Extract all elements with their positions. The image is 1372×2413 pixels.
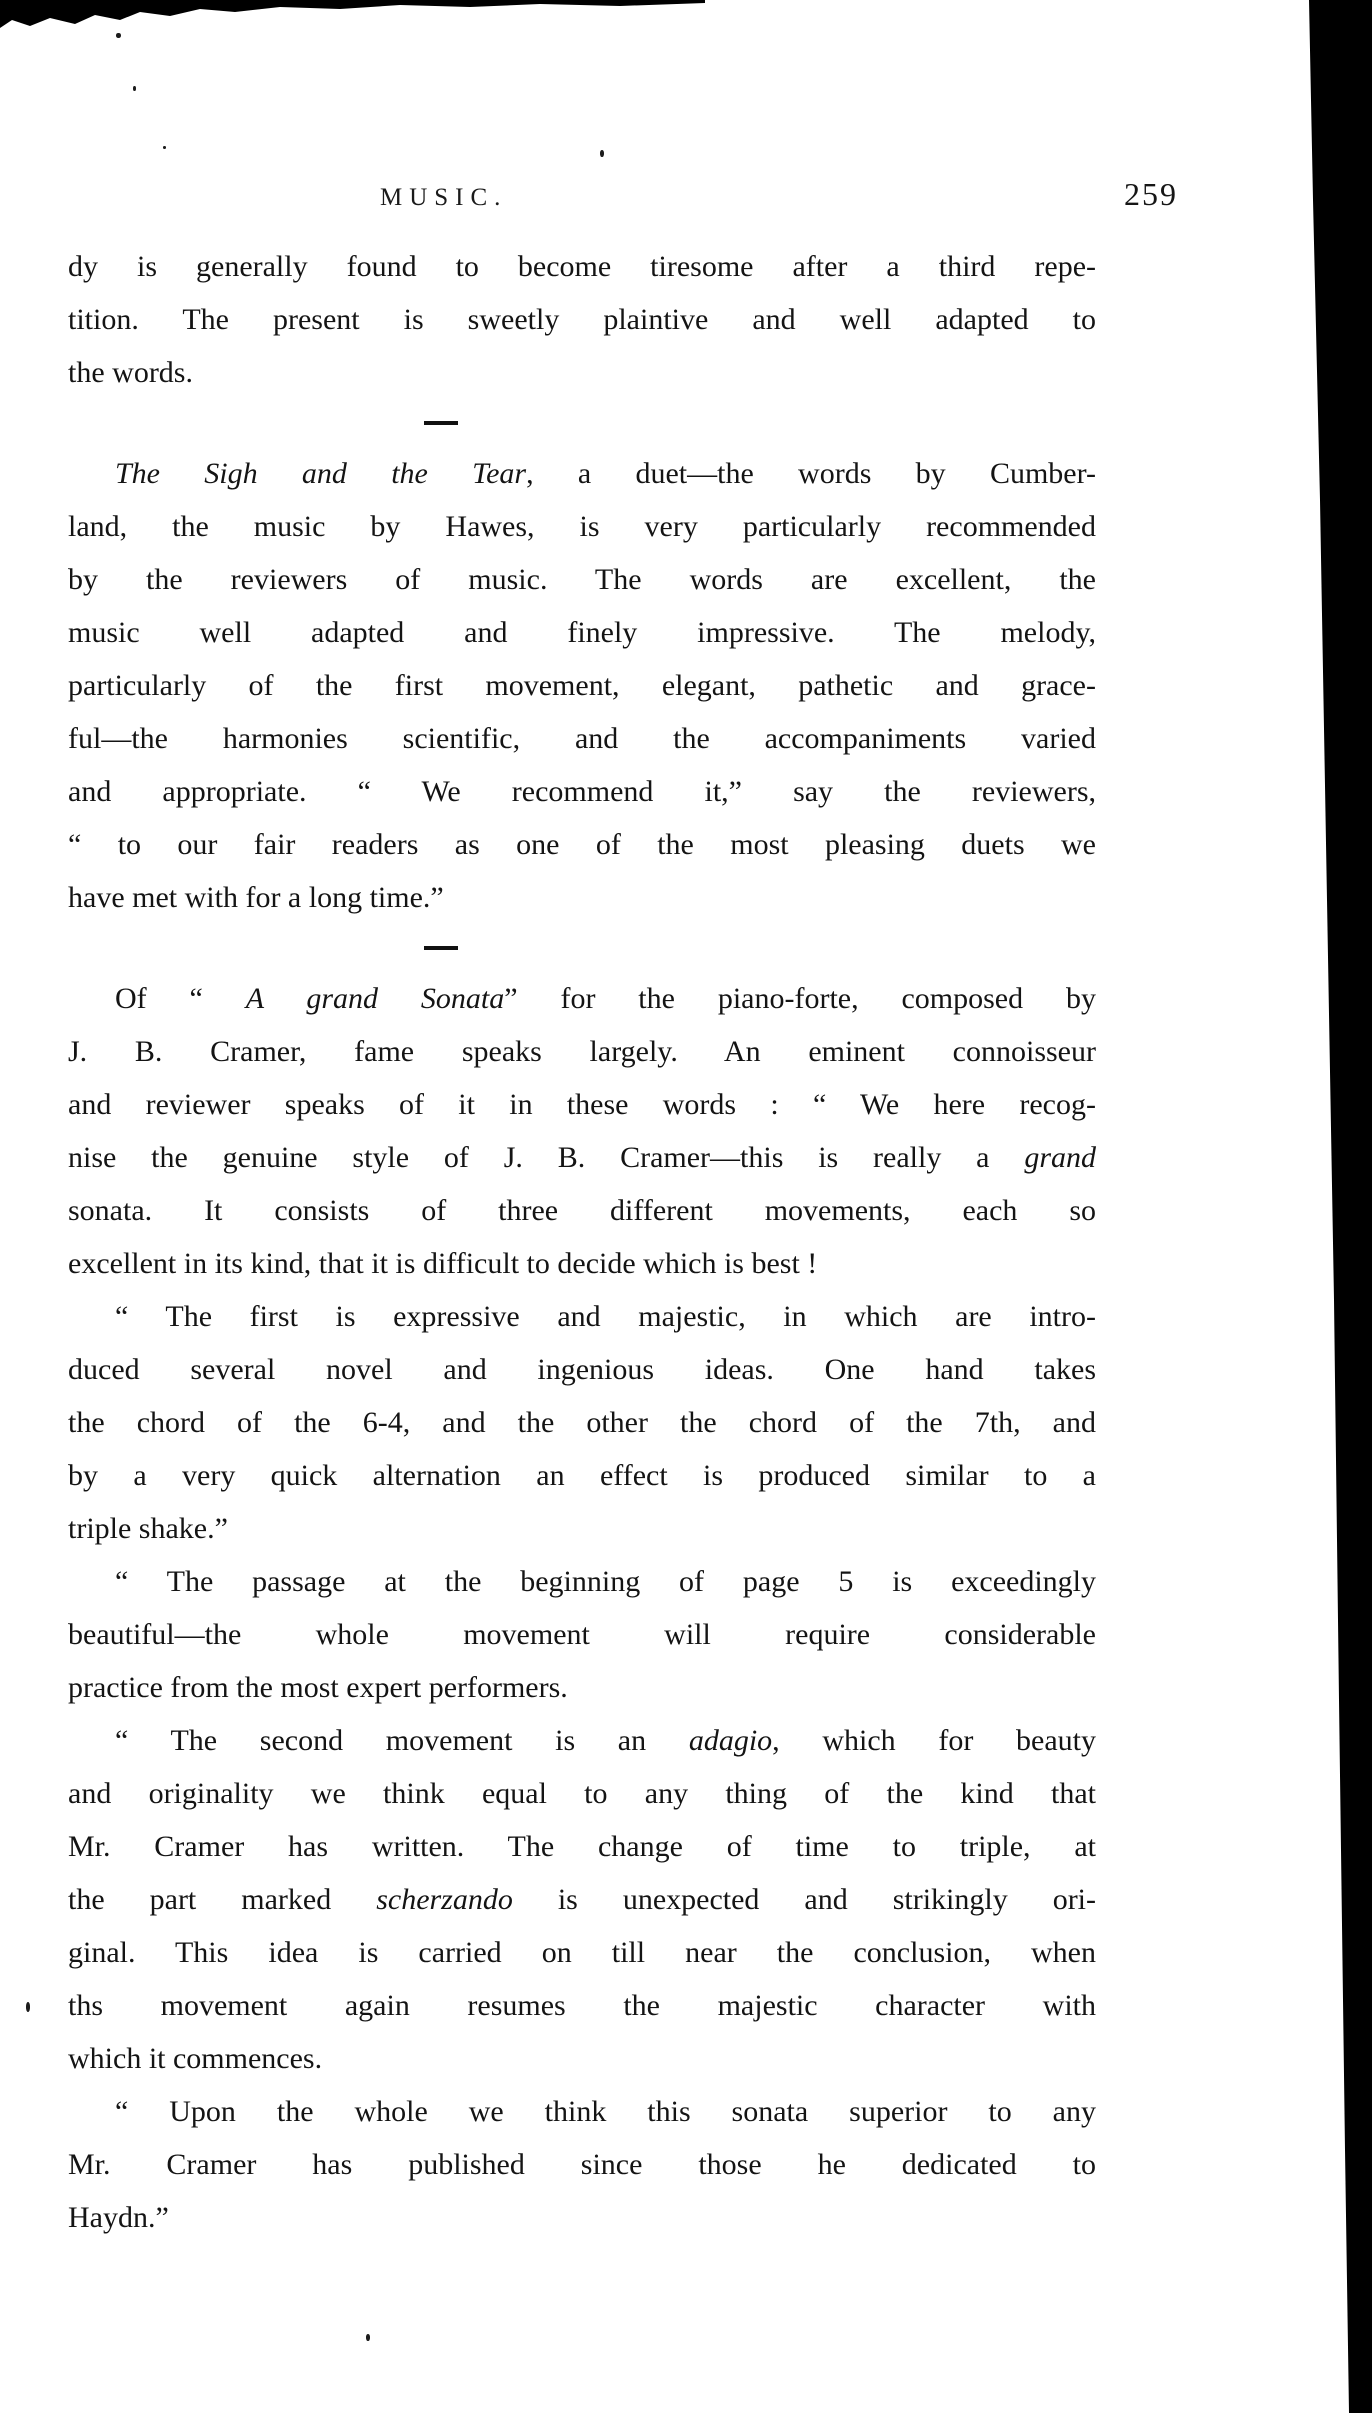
text-segment: music well adapted and finely impressive. The melody,	[68, 616, 1096, 649]
text-segment: , a duet—the words by Cumber-	[526, 457, 1096, 490]
text-line	[68, 293, 1096, 346]
text-segment: nise the genuine style of J. B. Cramer—this is really a	[68, 1141, 1025, 1174]
text-segment: J. B. Cramer, fame speaks largely. An eminent connoisseur	[68, 1035, 1096, 1068]
page-body	[68, 240, 1096, 2244]
text-line	[68, 1078, 1096, 1131]
paragraph	[68, 2085, 1096, 2244]
paragraph	[68, 1714, 1096, 2085]
text-segment: dy is generally found to become tiresome after a third repe-	[68, 250, 1096, 283]
text-segment: Mr. Cramer has written. The change of time to triple, at	[68, 1830, 1096, 1863]
text-segment: land, the music by Hawes, is very particularly recommended	[68, 510, 1096, 543]
text-line	[68, 2085, 1096, 2138]
ink-speck	[366, 2334, 370, 2341]
text-segment: have met with for a long time.”	[68, 881, 444, 914]
text-line	[68, 1449, 1096, 1502]
text-line	[68, 1767, 1096, 1820]
text-segment: practice from the most expert performers.	[68, 1671, 568, 1704]
text-segment: sonata. It consists of three different movements, each so	[68, 1194, 1096, 1227]
text-line	[68, 1396, 1096, 1449]
italic-text-segment: adagio	[688, 1724, 773, 1757]
text-line	[68, 712, 1096, 765]
text-line	[68, 765, 1096, 818]
text-segment: by a very quick alternation an effect is produced similar to a	[68, 1459, 1096, 1492]
scan-ink-smudge-top	[0, 0, 705, 28]
text-line	[68, 1237, 1096, 1290]
text-line	[68, 606, 1096, 659]
text-line	[68, 240, 1096, 293]
section-divider	[68, 399, 1096, 447]
text-segment: duced several novel and ingenious ideas. One hand takes	[68, 1353, 1096, 1386]
text-line	[68, 818, 1096, 871]
text-line	[68, 1290, 1096, 1343]
text-line	[68, 2138, 1096, 2191]
text-segment: ginal. This idea is carried on till near the conclusion, when	[68, 1936, 1096, 1969]
divider-dash	[424, 421, 458, 425]
text-segment: excellent in its kind, that it is difficult to decide which is best !	[68, 1247, 818, 1280]
text-segment: “ The second movement is an	[115, 1724, 689, 1757]
text-segment: and reviewer speaks of it in these words : “ We here recog-	[68, 1088, 1096, 1121]
text-line	[68, 1661, 1096, 1714]
text-segment: ” for the piano-forte, composed by	[504, 982, 1096, 1015]
text-line	[68, 659, 1096, 712]
text-segment: beautiful—the whole movement will require considerable	[68, 1618, 1096, 1651]
text-line	[68, 1873, 1096, 1926]
text-segment: “ The passage at the beginning of page 5 is exceedingly	[115, 1565, 1096, 1598]
text-segment: the words.	[68, 356, 193, 389]
text-line	[68, 1025, 1096, 1078]
text-segment: “ Upon the whole we think this sonata superior to any	[115, 2095, 1096, 2128]
text-segment: and appropriate. “ We recommend it,” say the reviewers,	[68, 775, 1096, 808]
text-line	[68, 2032, 1096, 2085]
text-line	[68, 1555, 1096, 1608]
text-line	[68, 1131, 1096, 1184]
italic-text-segment: A grand Sonata	[245, 982, 505, 1015]
text-line	[68, 1502, 1096, 1555]
text-segment: tition. The present is sweetly plaintive and well adapted to	[68, 303, 1096, 336]
text-line	[68, 2191, 1096, 2244]
text-line	[68, 1184, 1096, 1237]
text-segment: “ to our fair readers as one of the most pleasing duets we	[68, 828, 1096, 861]
text-segment: Of “	[115, 982, 246, 1015]
text-segment: by the reviewers of music. The words are excellent, the	[68, 563, 1096, 596]
text-segment: particularly of the first movement, elegant, pathetic and grace-	[68, 669, 1096, 702]
paragraph	[68, 1290, 1096, 1555]
text-line	[68, 1343, 1096, 1396]
text-line	[68, 871, 1096, 924]
text-segment: , which for beauty	[772, 1724, 1097, 1757]
paragraph	[68, 240, 1096, 399]
text-segment: which it commences.	[68, 2042, 323, 2075]
text-line	[68, 1926, 1096, 1979]
text-segment: ths movement again resumes the majestic character with	[68, 1989, 1096, 2022]
section-divider	[68, 924, 1096, 972]
divider-dash	[424, 946, 458, 950]
italic-text-segment: The Sigh and the Tear	[115, 457, 527, 490]
text-segment: triple shake.”	[68, 1512, 228, 1545]
text-segment: the chord of the 6-4, and the other the chord of the 7th, and	[68, 1406, 1096, 1439]
text-segment: the part marked	[68, 1883, 377, 1916]
ink-speck	[26, 2002, 30, 2012]
running-head: MUSIC.	[380, 184, 508, 211]
paragraph	[68, 972, 1096, 1290]
text-segment: is unexpected and strikingly ori-	[512, 1883, 1097, 1916]
text-line	[68, 447, 1096, 500]
text-line	[68, 1820, 1096, 1873]
page-number: 259	[1124, 176, 1178, 212]
scan-black-band-right	[1303, 0, 1372, 2413]
text-line	[68, 1979, 1096, 2032]
ink-speck	[116, 33, 121, 38]
italic-text-segment: grand	[1024, 1141, 1096, 1174]
paragraph	[68, 447, 1096, 924]
text-segment: ful—the harmonies scientific, and the accompaniments varied	[68, 722, 1096, 755]
text-line	[68, 500, 1096, 553]
paragraph	[68, 1555, 1096, 1714]
text-line	[68, 972, 1096, 1025]
ink-speck	[163, 146, 166, 149]
ink-speck	[600, 150, 604, 157]
text-segment: “ The first is expressive and majestic, in which are intro-	[115, 1300, 1096, 1333]
italic-text-segment: scherzando	[376, 1883, 513, 1916]
ink-speck	[133, 86, 136, 91]
text-line	[68, 553, 1096, 606]
text-segment: Haydn.”	[68, 2201, 169, 2234]
text-line	[68, 346, 1096, 399]
text-segment: and originality we think equal to any thing of the kind that	[68, 1777, 1096, 1810]
text-line	[68, 1608, 1096, 1661]
text-segment: Mr. Cramer has published since those he dedicated to	[68, 2148, 1096, 2181]
text-line	[68, 1714, 1096, 1767]
